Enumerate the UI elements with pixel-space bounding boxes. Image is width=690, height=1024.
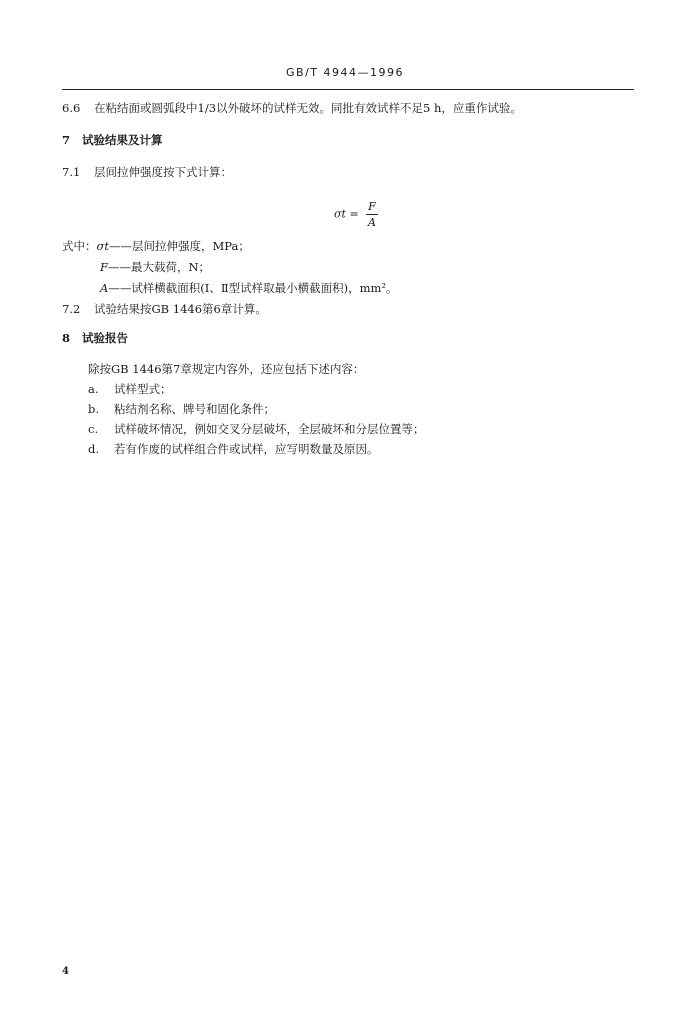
- report-item-c: [88, 421, 425, 437]
- section-number: 8: [62, 331, 71, 345]
- where-line-1: [62, 238, 250, 254]
- symbol-definition: ——试样横截面积(Ⅰ、Ⅱ型试样取最小横截面积)，mm²。: [108, 281, 398, 295]
- formula-numerator: F: [368, 200, 376, 213]
- item-text: 试样型式；: [114, 382, 172, 396]
- item-label: c.: [88, 422, 99, 436]
- formula-fraction: [366, 200, 378, 229]
- section-7-heading: [62, 132, 163, 148]
- item-label: d.: [88, 442, 100, 456]
- formula-equals: =: [349, 207, 359, 221]
- clause-text: 层间拉伸强度按下式计算：: [94, 165, 232, 179]
- formula-denominator: A: [368, 216, 376, 229]
- section-8-heading: [62, 330, 128, 346]
- report-item-d: [88, 441, 379, 457]
- symbol-definition: ——层间拉伸强度，MPa；: [108, 239, 250, 253]
- section-title: 试验结果及计算: [82, 133, 163, 147]
- symbol: A: [100, 281, 109, 295]
- report-item-a: [88, 381, 172, 397]
- document-code-header: GB/T 4944—1996: [286, 66, 404, 79]
- clause-text: 在粘结面或圆弧段中1/3以外破坏的试样无效。同批有效试样不足5 h，应重作试验。: [94, 101, 522, 115]
- symbol: F: [100, 260, 108, 274]
- symbol: σt: [96, 239, 109, 253]
- page-number: 4: [62, 966, 69, 977]
- symbol-definition: ——最大载荷，N；: [107, 260, 211, 274]
- formula-lhs: σt: [334, 207, 346, 221]
- section-number: 7: [62, 133, 71, 147]
- strength-formula: [334, 200, 378, 229]
- item-text: 若有作废的试样组合件或试样，应写明数量及原因。: [114, 442, 379, 456]
- clause-7-2: [62, 301, 267, 317]
- clause-number: 7.2: [62, 302, 81, 316]
- clause-number: 7.1: [62, 165, 81, 179]
- item-text: 粘结剂名称、牌号和固化条件；: [114, 402, 275, 416]
- where-line-2: [100, 259, 210, 275]
- item-label: a.: [88, 382, 99, 396]
- clause-6-6: [62, 100, 522, 116]
- clause-number: 6.6: [62, 101, 81, 115]
- report-intro: 除按GB 1446第7章规定内容外，还应包括下述内容：: [88, 362, 365, 376]
- where-line-3: [100, 280, 398, 296]
- item-text: 试样破坏情况，例如交叉分层破坏，全层破坏和分层位置等；: [114, 422, 425, 436]
- clause-7-1: [62, 164, 232, 180]
- where-lead: 式中：: [62, 239, 97, 253]
- header-rule: [62, 89, 634, 90]
- item-label: b.: [88, 402, 100, 416]
- clause-text: 试验结果按GB 1446第6章计算。: [94, 302, 267, 316]
- report-item-b: [88, 401, 275, 417]
- section-title: 试验报告: [82, 331, 128, 345]
